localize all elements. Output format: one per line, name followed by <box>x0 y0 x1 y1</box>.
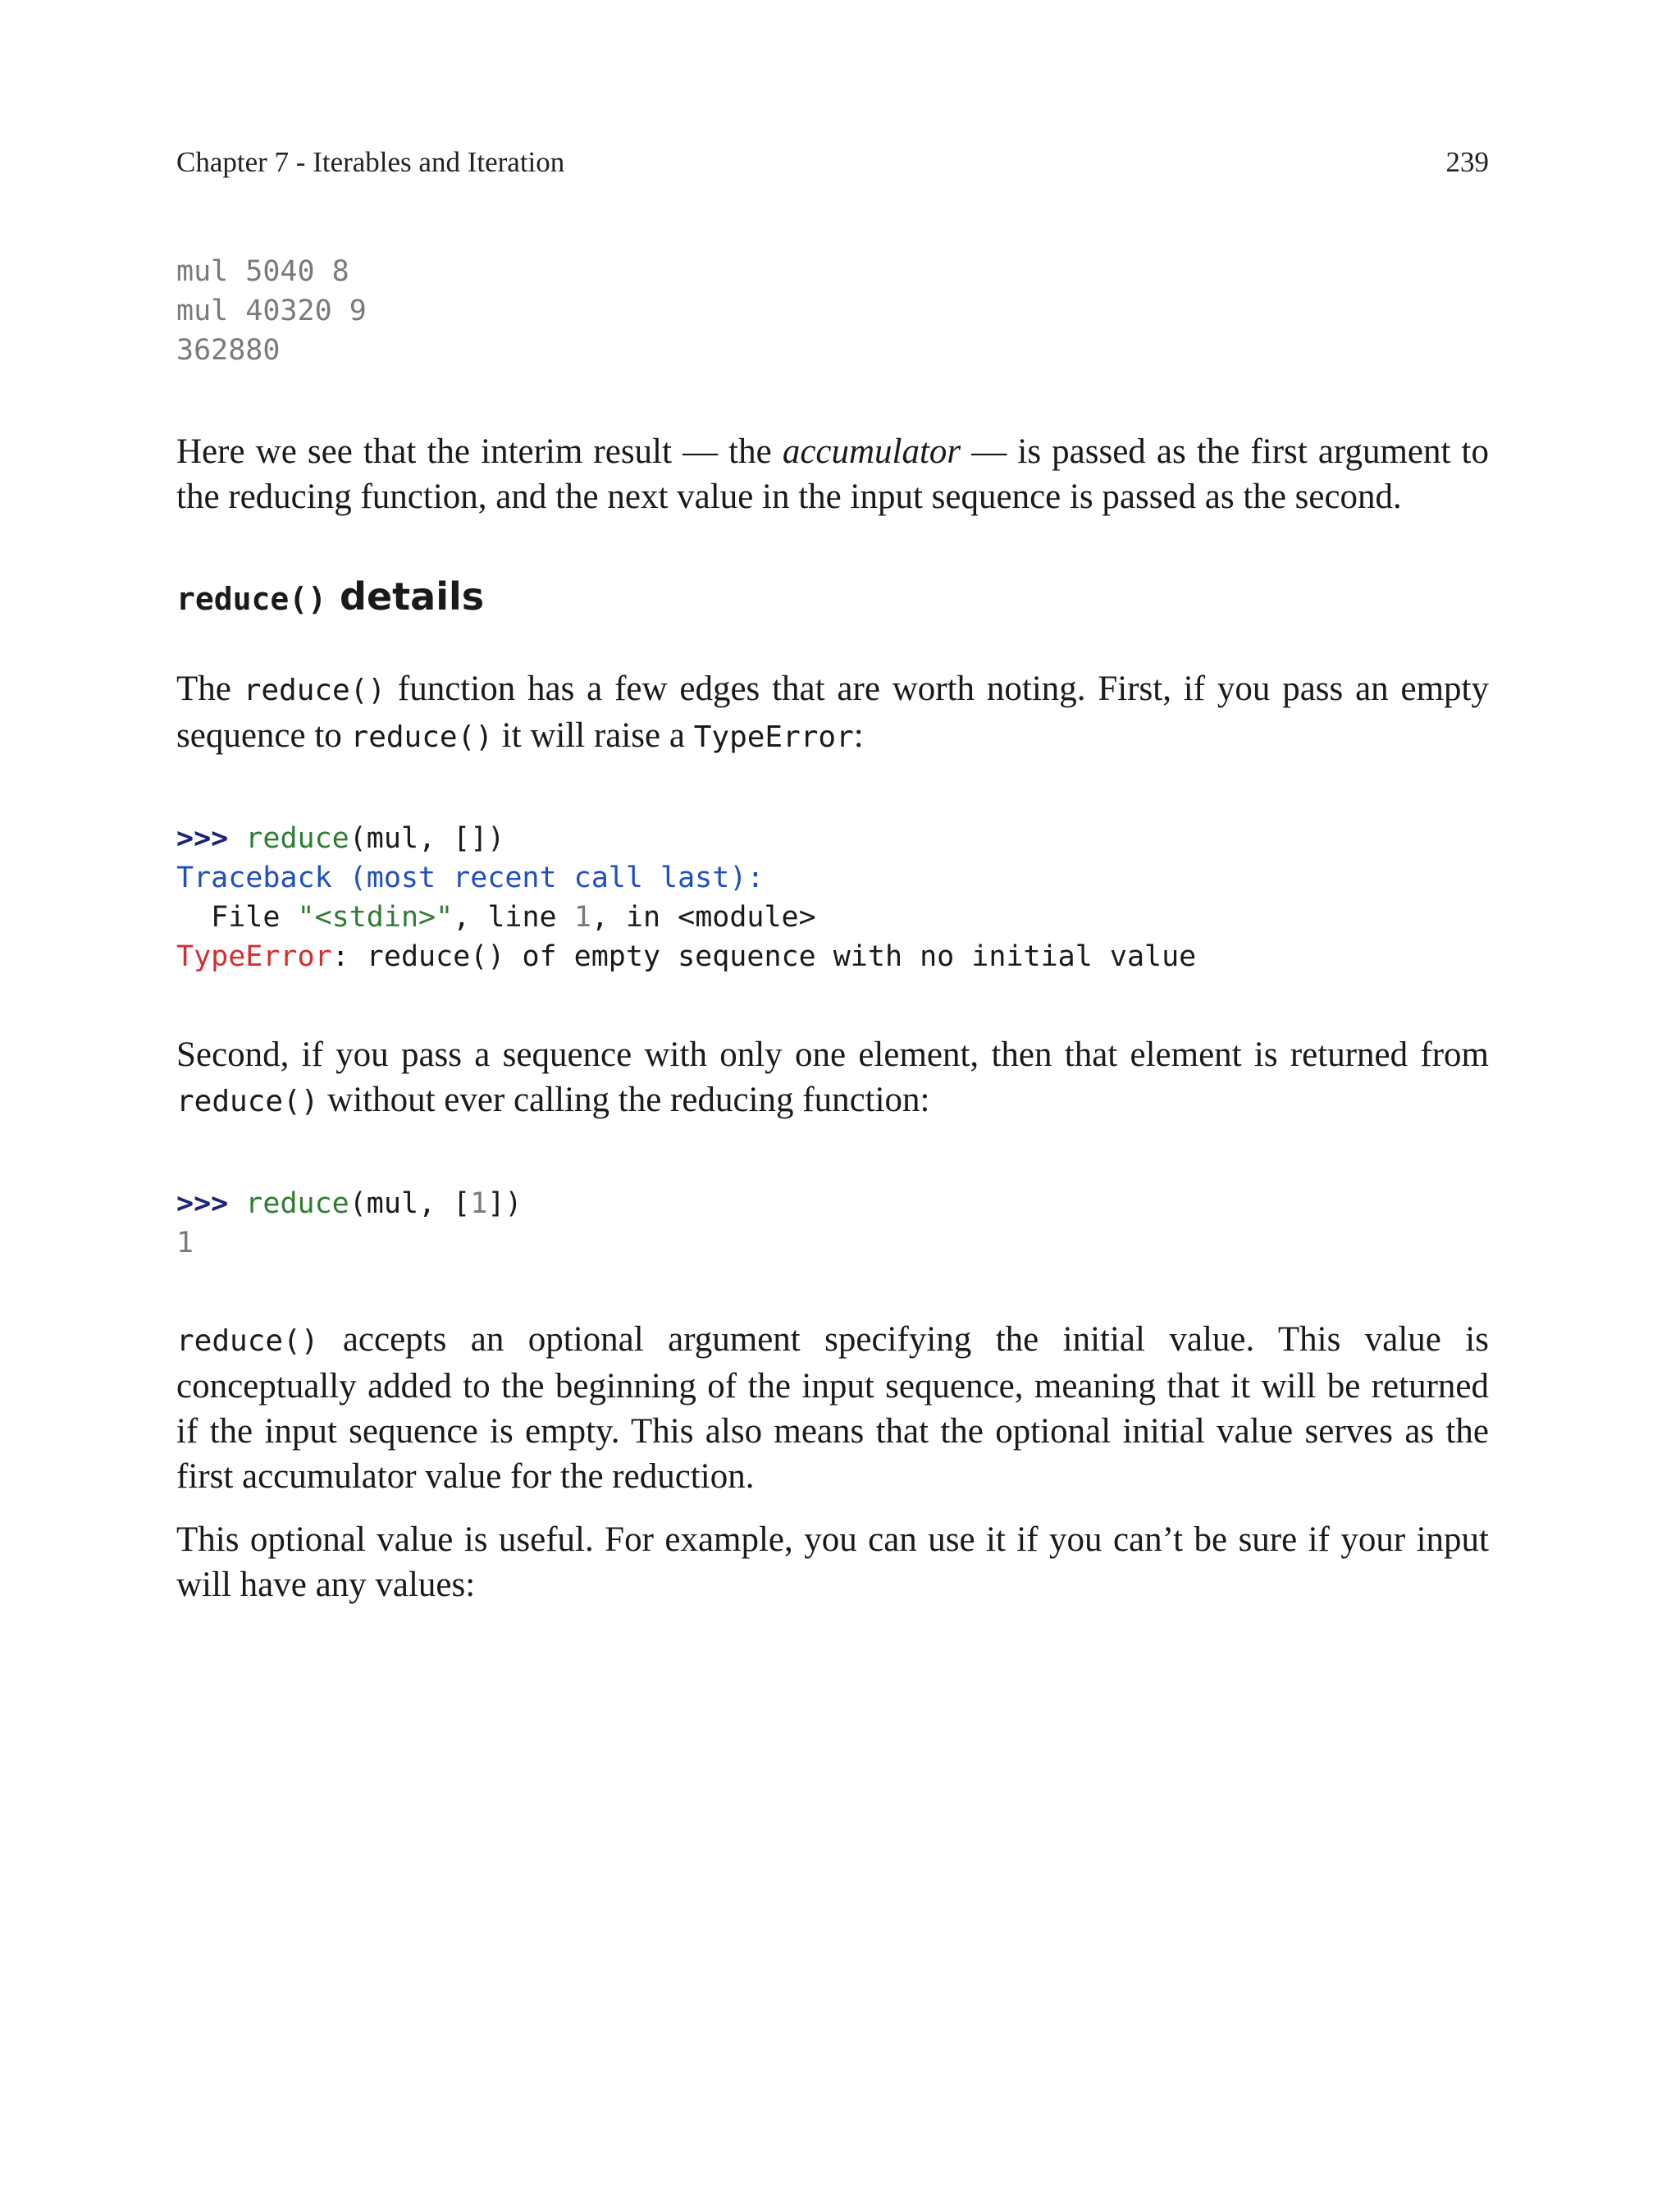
code-block-single-element <box>176 1184 1489 1263</box>
text: without ever calling the reducing function: <box>318 1081 930 1119</box>
text: function has a few edges that are worth noting. First, if you pass an empty sequence to <box>176 670 1489 755</box>
repl-prompt: >>> <box>176 822 229 855</box>
inline-code: TypeError <box>693 720 854 754</box>
heading-text: details <box>326 574 485 619</box>
code-text: File <box>176 901 298 934</box>
text: — is passed as the first argument to the reducing function, and the next value in the input sequence is passed as the second. <box>176 432 1490 516</box>
function-name: reduce <box>245 1187 349 1220</box>
repl-prompt: >>> <box>176 1187 229 1220</box>
paragraph-initial-value <box>176 1317 1489 1499</box>
text: accepts an optional argument specifying the initial value. This value is conceptually added to the beginning of the input sequence, meaning that it will be returned if the input sequence is empty. This also means that the optional initial value serves as the first accumulator value for the reduction. <box>176 1320 1489 1496</box>
code-text: , line <box>453 901 574 934</box>
code-line: 362880 <box>176 334 281 367</box>
traceback-line: Traceback (most recent call last): <box>176 862 765 894</box>
code-block-empty-sequence <box>176 819 1489 976</box>
code-line: mul 5040 8 <box>176 255 349 288</box>
code-text: ]) <box>487 1187 523 1220</box>
code-text: (mul, []) <box>349 822 505 855</box>
function-name: reduce <box>245 822 349 855</box>
text: : <box>853 716 864 755</box>
number-literal: 1 <box>573 901 591 934</box>
text: it will raise a <box>492 716 694 755</box>
emphasis-text: accumulator <box>782 432 961 471</box>
code-line: mul 40320 9 <box>176 295 367 327</box>
running-header <box>176 146 1489 187</box>
text: Here we see that the interim result — the <box>176 432 783 471</box>
heading-code: reduce() <box>176 581 327 617</box>
code-text: , in <module> <box>591 901 816 934</box>
paragraph-single-element <box>176 1032 1489 1124</box>
paragraph-edges <box>176 666 1489 760</box>
inline-code: reduce() <box>350 720 493 754</box>
section-heading <box>176 574 1489 619</box>
inline-code: reduce() <box>243 674 386 707</box>
number-literal: 1 <box>470 1187 488 1220</box>
text: This optional value is useful. For example, you can use it if you can’t be sure if your input will have any values: <box>176 1520 1489 1604</box>
text: The <box>176 670 244 708</box>
inline-code: reduce() <box>176 1085 319 1118</box>
code-text: (mul, [ <box>349 1187 471 1220</box>
page-number: 239 <box>1445 146 1489 178</box>
paragraph-accumulator <box>176 429 1489 519</box>
code-output: 1 <box>176 1227 194 1259</box>
inline-code: reduce() <box>176 1324 319 1358</box>
error-name: TypeError <box>176 940 332 973</box>
string-literal: "<stdin>" <box>297 901 454 934</box>
chapter-title: Chapter 7 - Iterables and Iteration <box>176 146 565 178</box>
text: Second, if you pass a sequence with only one element, then that element is returned from <box>176 1035 1489 1074</box>
paragraph-optional-value <box>176 1517 1489 1607</box>
code-output-block <box>176 252 1489 370</box>
error-message: : reduce() of empty sequence with no initial value <box>331 940 1197 973</box>
